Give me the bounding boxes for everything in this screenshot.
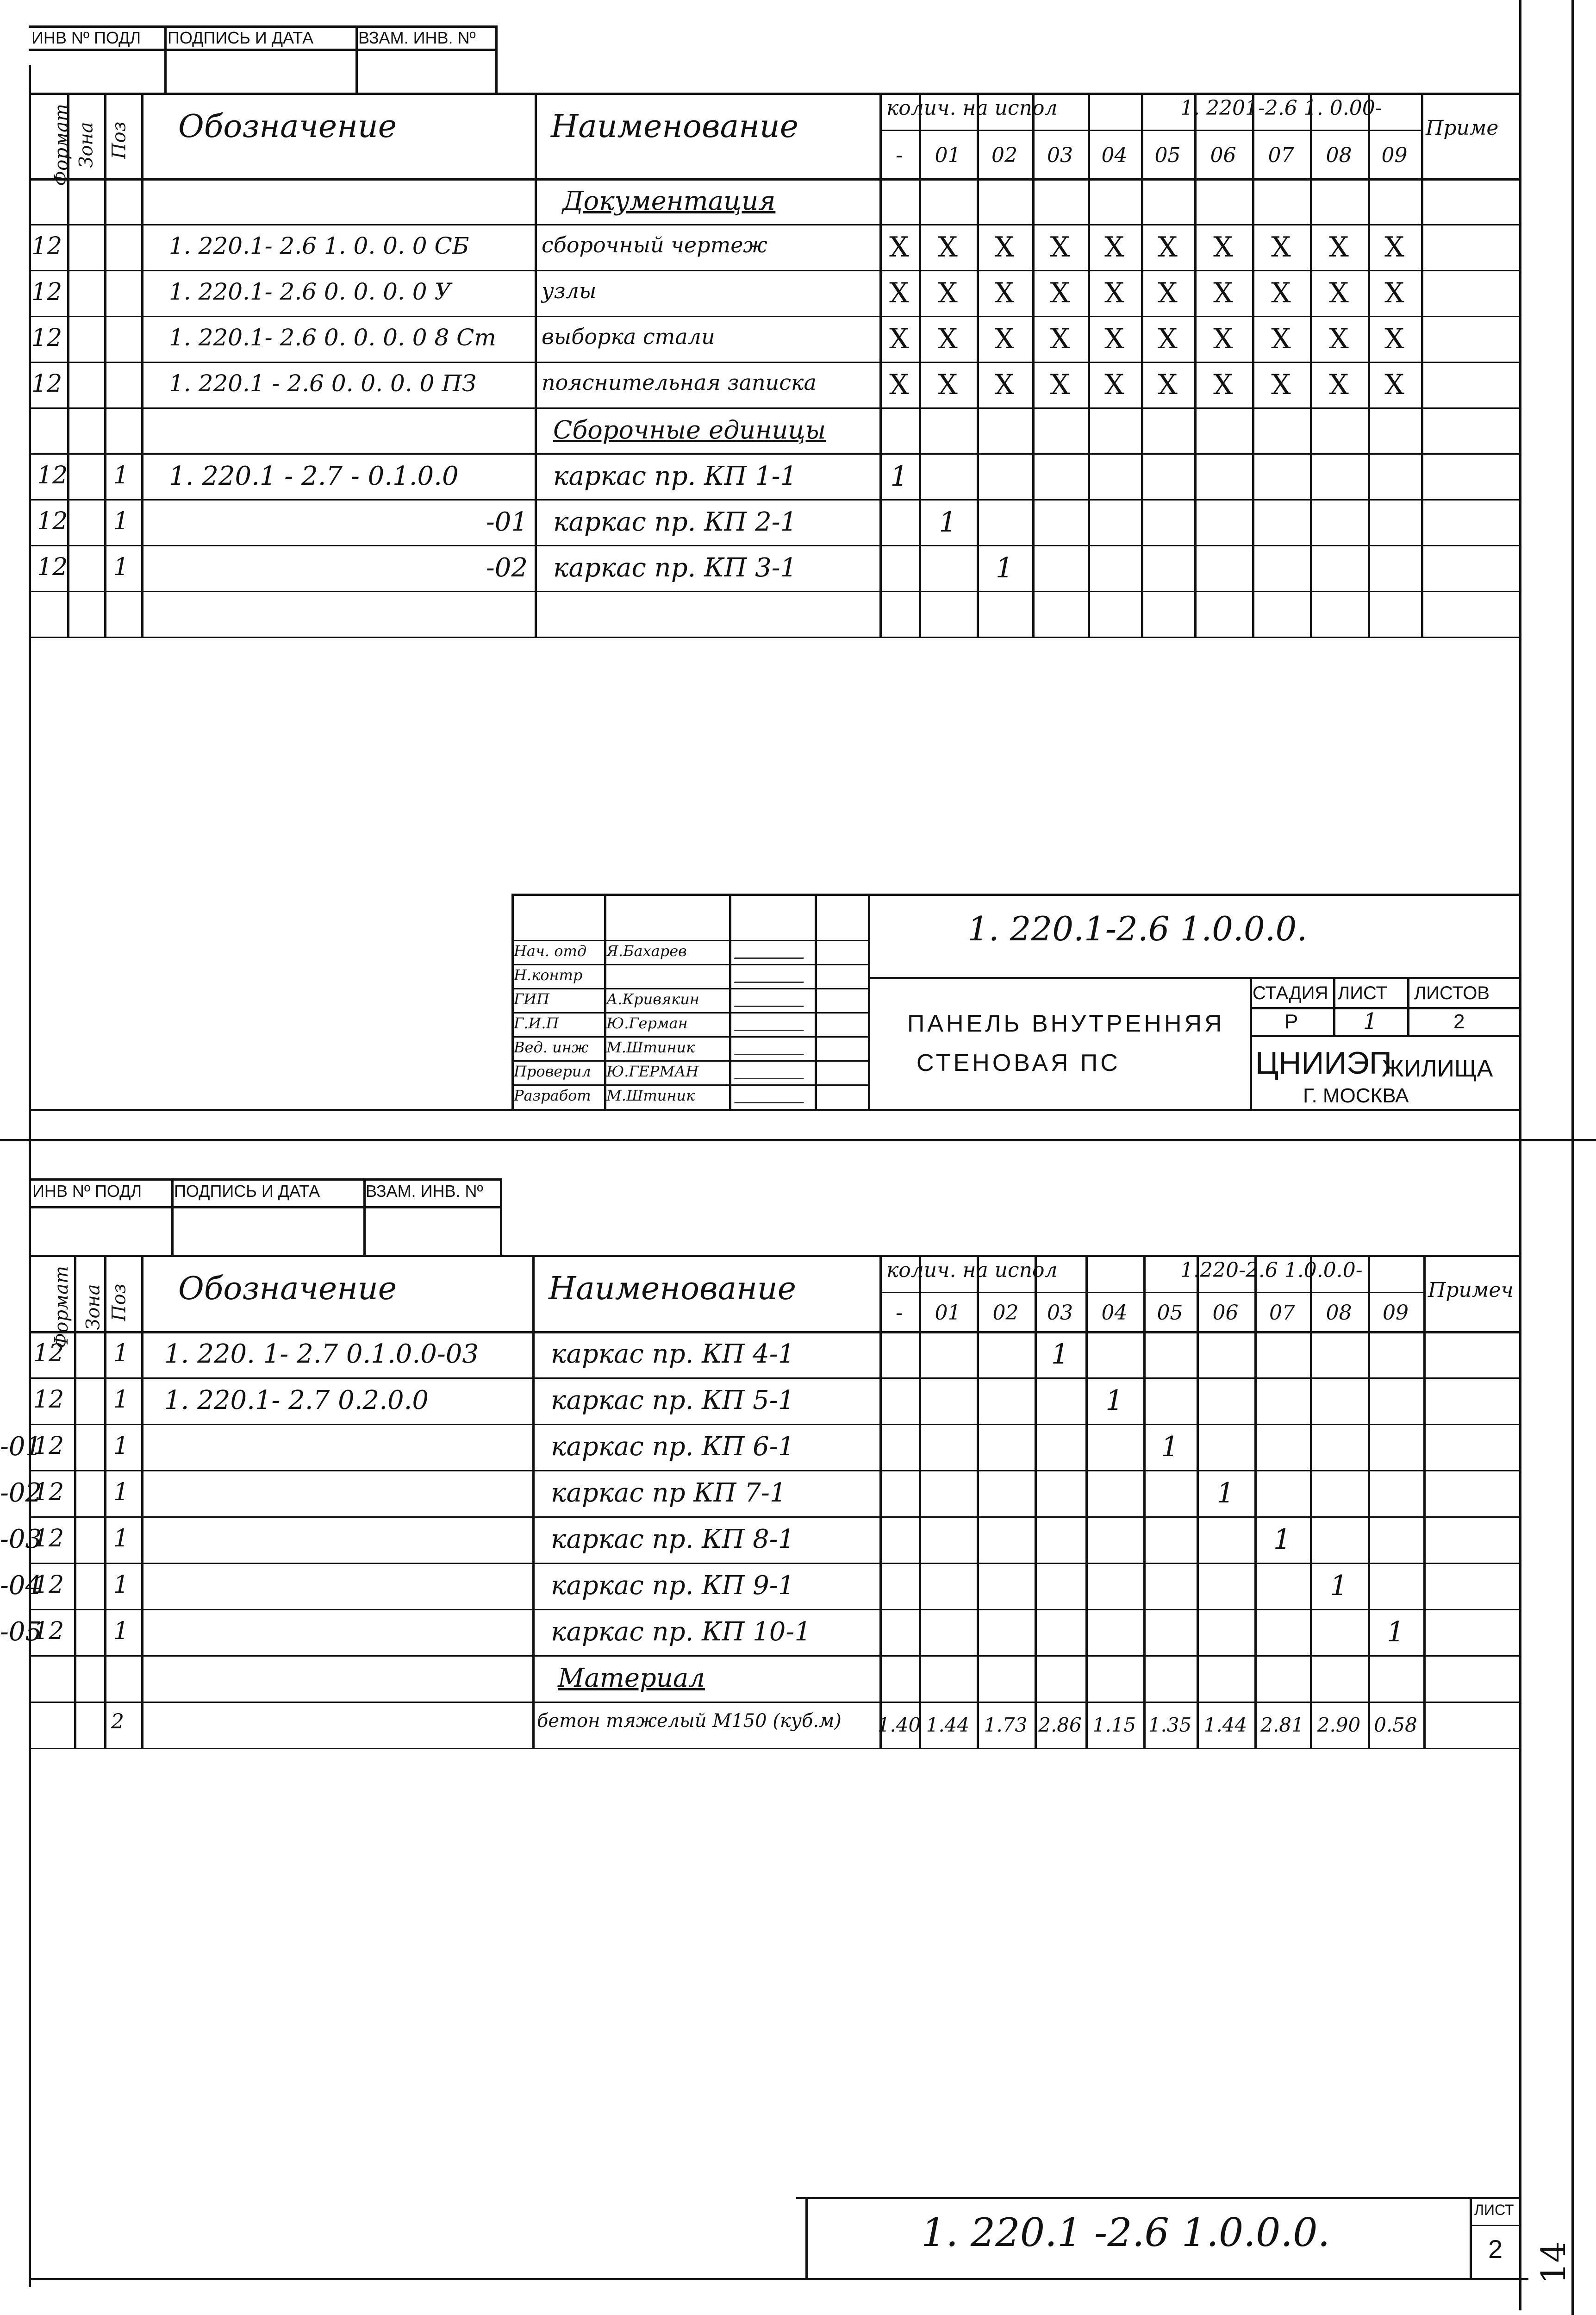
applicability-mark: X [994, 368, 1015, 401]
applicability-mark: X [1158, 368, 1178, 401]
applicability-mark: X [1050, 368, 1070, 401]
stamp-name: М.Штиник [606, 1039, 695, 1056]
row-line [29, 1563, 1521, 1564]
row-line [29, 1470, 1521, 1471]
header2-divider-1 [171, 1178, 174, 1255]
applicability-mark: X [1158, 322, 1178, 355]
stamp-bottom [29, 1109, 1521, 1111]
variant-label: 03 [1047, 143, 1073, 167]
column-format-label: Формат [50, 104, 72, 186]
vzam-label-2: ВЗАМ. ИНВ. Nº [366, 1182, 483, 1201]
applicability-mark: X [1104, 276, 1124, 309]
row-format: 12 [33, 1386, 64, 1414]
applicability-mark: X [1158, 231, 1178, 263]
sheet-value: 1 [1363, 1008, 1378, 1034]
row-pos: 1 [113, 1339, 129, 1367]
sign-date-label: ПОДПИСЬ И ДАТА [168, 28, 314, 47]
sign-date-label-2: ПОДПИСЬ И ДАТА [174, 1182, 320, 1201]
row-designation: -01 [486, 507, 528, 537]
vzam-label: ВЗАМ. ИНВ. Nº [358, 28, 476, 47]
stamp-role: Нач. отд [514, 942, 587, 960]
applicability-mark: X [1329, 276, 1349, 309]
material-value: 1.44 [926, 1713, 970, 1736]
variant-label: 02 [992, 1301, 1019, 1325]
stamp-name: А.Кривякин [606, 990, 699, 1008]
column-zone-label: Зона [82, 1284, 104, 1330]
applicability-mark: X [994, 231, 1015, 263]
row-pos: 1 [113, 553, 129, 581]
row-pos: 1 [113, 1478, 129, 1506]
applicability-mark: X [1050, 231, 1070, 263]
row-name: каркас пр. КП 2-1 [553, 507, 797, 537]
column-name-label: Наименование [549, 1270, 796, 1307]
row-format: 12 [37, 553, 68, 581]
applicability-mark: X [1050, 322, 1070, 355]
row-qty: 1 [890, 460, 908, 493]
row-qty: 1 [1330, 1570, 1348, 1602]
variant-label: 06 [1210, 143, 1236, 167]
column-note-label: Примеч [1428, 1278, 1514, 1302]
applicability-mark: X [1158, 276, 1178, 309]
stamp-signature [734, 948, 807, 959]
stamp-v-sign [729, 894, 731, 1111]
row-pos: 1 [113, 1432, 129, 1460]
row-format: 12 [31, 232, 62, 260]
applicability-mark: X [1271, 368, 1291, 401]
stamp-role: Г.И.П [514, 1014, 559, 1032]
row-designation: 1. 220.1- 2.7 0.2.0.0 [164, 1385, 429, 1415]
row-designation: -04 [0, 1570, 42, 1601]
variant-row-line [879, 1292, 1423, 1293]
row-designation: -02 [486, 553, 528, 583]
column-qty-code: 1.220-2.6 1.0.0.0- [1180, 1258, 1363, 1282]
applicability-mark: X [1384, 276, 1404, 309]
variant-label: 05 [1157, 1301, 1183, 1325]
row-name: каркас пр. КП 10-1 [551, 1617, 811, 1647]
row-pos: 1 [113, 462, 129, 489]
column-designation-label: Обозначение [178, 108, 397, 145]
applicability-mark: X [938, 276, 958, 309]
row-designation: 1. 220. 1- 2.7 0.1.0.0-03 [164, 1339, 479, 1369]
column-pos-label: Поз [108, 121, 130, 159]
row-name: каркас пр. КП 5-1 [551, 1385, 795, 1415]
row-qty: 1 [1105, 1384, 1123, 1417]
stamp-v-info [1250, 977, 1252, 1111]
applicability-mark: X [889, 276, 909, 309]
variant-label: 07 [1268, 143, 1294, 167]
applicability-mark: X [938, 231, 958, 263]
stamp-row-line [511, 964, 868, 965]
row-format: 12 [37, 462, 68, 489]
header-divider-3 [495, 25, 498, 93]
stamp-name: Ю.ГЕРМАН [606, 1063, 699, 1080]
material-value: 0.58 [1374, 1713, 1417, 1736]
applicability-mark: X [1384, 231, 1404, 263]
row-designation: 1. 220.1- 2.6 1. 0. 0. 0 СБ [169, 232, 469, 259]
table-top-line [29, 1255, 1521, 1257]
row-format: 12 [33, 1432, 64, 1460]
stamp-top [511, 894, 1521, 896]
footer-sheet-value: 2 [1488, 2234, 1503, 2264]
stamp-signature [734, 1093, 807, 1103]
stamp-signature [734, 972, 807, 983]
stamp-row-line [511, 1036, 868, 1038]
row-format: 12 [33, 1571, 64, 1599]
stamp-title-line1: ПАНЕЛЬ ВНУТРЕННЯЯ [907, 1010, 1225, 1037]
stamp-name: Я.Бахарев [606, 942, 687, 960]
row-format: 12 [33, 1617, 64, 1645]
row-pos: 1 [113, 1386, 129, 1414]
material-value: 1.15 [1092, 1713, 1136, 1736]
column-designation-label: Обозначение [178, 1270, 397, 1307]
column-zone-label: Зона [75, 122, 97, 168]
header-divider-2 [355, 25, 358, 93]
stamp-role: Разработ [514, 1087, 591, 1104]
applicability-mark: X [1050, 276, 1070, 309]
row-format: 12 [31, 278, 62, 306]
applicability-mark: X [889, 231, 909, 263]
sheet-label: ЛИСТ [1338, 983, 1387, 1003]
applicability-mark: X [1104, 322, 1124, 355]
row-designation: -02 [0, 1478, 42, 1508]
material-name: бетон тяжелый М150 (куб.м) [537, 1710, 842, 1732]
stamp-signature [734, 1069, 807, 1079]
material-value: 1.40 [877, 1713, 921, 1736]
applicability-mark: X [1213, 368, 1233, 401]
column-qty-label: колич. на испол [886, 96, 1058, 120]
variant-label: 02 [991, 143, 1017, 167]
row-name: каркас пр. КП 8-1 [551, 1524, 795, 1554]
row-format: 12 [33, 1478, 64, 1506]
stamp-code: 1. 220.1-2.6 1.0.0.0. [967, 909, 1308, 948]
variant-label: 08 [1326, 143, 1352, 167]
variant-label: 09 [1383, 1301, 1409, 1325]
row-name: каркас пр. КП 6-1 [551, 1432, 795, 1462]
stamp-info-v2 [1407, 977, 1409, 1035]
applicability-mark: X [1384, 368, 1404, 401]
stage-value: Р [1284, 1010, 1298, 1033]
row-name: каркас пр. КП 1-1 [553, 461, 797, 491]
row-line [29, 1655, 1521, 1657]
applicability-mark: X [938, 322, 958, 355]
sheets-label: ЛИСТОВ [1414, 983, 1490, 1003]
stamp-role: Проверил [514, 1063, 591, 1080]
applicability-mark: X [1213, 231, 1233, 263]
footer-sheet-label: ЛИСТ [1474, 2202, 1514, 2218]
variant-label: 06 [1212, 1301, 1239, 1325]
variant-label: - [896, 143, 903, 167]
row-name: пояснительная записка [542, 370, 817, 395]
applicability-mark: X [1271, 276, 1291, 309]
variant-label: - [896, 1301, 903, 1325]
row-format: 12 [33, 1339, 64, 1367]
column-line [1421, 93, 1423, 637]
stamp-signature [734, 1045, 807, 1055]
stamp-row-line [511, 1012, 868, 1014]
applicability-mark: X [1104, 231, 1124, 263]
row-name: узлы [542, 278, 597, 303]
sheet-divider [0, 1139, 1596, 1141]
header-mid-line [29, 49, 496, 51]
footer-code: 1. 220.1 -2.6 1.0.0.0. [921, 2210, 1330, 2255]
stamp-row-line [511, 940, 868, 941]
stamp-v-main [868, 894, 870, 1111]
material-value: 2.86 [1038, 1713, 1082, 1736]
header2-top-line [29, 1178, 501, 1181]
column-line [532, 1255, 535, 1748]
row-designation: 1. 220.1 - 2.7 - 0.1.0.0 [169, 461, 459, 491]
stamp-row-line [511, 1060, 868, 1062]
footer-sheet-divider [1470, 2225, 1521, 2226]
row-designation: -03 [0, 1524, 42, 1554]
applicability-mark: X [1329, 368, 1349, 401]
material-value: 1.73 [984, 1713, 1028, 1736]
row-format: 12 [31, 324, 62, 352]
header-bottom-line [29, 178, 1521, 181]
header2-divider-3 [500, 1178, 502, 1255]
variant-label: 07 [1269, 1301, 1295, 1325]
applicability-mark: X [1384, 322, 1404, 355]
org-sub: ЖИЛИЩА [1382, 1055, 1493, 1082]
stamp-signature [734, 1020, 807, 1031]
row-line [29, 637, 1521, 638]
applicability-mark: X [1213, 322, 1233, 355]
row-designation: -01 [0, 1432, 42, 1462]
variant-row-line [879, 130, 1421, 131]
row-name: каркас пр КП 7-1 [551, 1478, 786, 1508]
row-line [29, 499, 1521, 501]
column-name-label: Наименование [551, 108, 798, 145]
row-pos: 1 [113, 507, 129, 535]
variant-label: 04 [1101, 143, 1128, 167]
material-value: 2.90 [1317, 1713, 1361, 1736]
frame-right-edge [1571, 0, 1574, 2315]
column-pos-label: Поз [108, 1283, 130, 1321]
applicability-mark: X [889, 322, 909, 355]
row-name: каркас пр. КП 9-1 [551, 1570, 795, 1601]
row-line [29, 1424, 1521, 1425]
variant-label: 04 [1101, 1301, 1128, 1325]
row-name: сборочный чертеж [542, 232, 767, 257]
stamp-row-line [511, 988, 868, 989]
sheet-bottom-line [29, 2278, 1528, 2280]
sheets-value: 2 [1453, 1010, 1465, 1033]
column-line [104, 93, 106, 637]
applicability-mark: X [1213, 276, 1233, 309]
stamp-title-line2: СТЕНОВАЯ ПС [916, 1050, 1121, 1076]
applicability-mark: X [1271, 231, 1291, 263]
footer-sheet-line [1470, 2197, 1472, 2280]
stamp-role: Н.контр [514, 966, 583, 984]
row-designation: 1. 220.1 - 2.6 0. 0. 0. 0 ПЗ [169, 370, 477, 397]
applicability-mark: X [1104, 368, 1124, 401]
row-format: 12 [37, 507, 68, 535]
section-material-heading: Материал [558, 1663, 705, 1693]
stamp-v-date [815, 894, 817, 1111]
stamp-role: ГИП [514, 990, 549, 1008]
column-line [535, 93, 537, 637]
header-bottom-line [29, 1331, 1521, 1333]
row-name: каркас пр. КП 4-1 [551, 1339, 795, 1369]
row-qty: 1 [1273, 1523, 1291, 1556]
material-pos: 2 [111, 1710, 124, 1733]
row-line [29, 1377, 1521, 1379]
row-line [29, 591, 1521, 592]
variant-label: 08 [1326, 1301, 1352, 1325]
row-pos: 1 [113, 1617, 129, 1645]
material-value: 1.44 [1203, 1713, 1247, 1736]
column-note-label: Приме [1426, 116, 1499, 140]
stamp-name: М.Штиник [606, 1087, 695, 1104]
org-city: Г. МОСКВА [1303, 1084, 1409, 1107]
row-format: 12 [31, 370, 62, 398]
row-designation: 1. 220.1- 2.6 0. 0. 0. 0 У [169, 278, 451, 305]
row-qty: 1 [1216, 1477, 1234, 1509]
variant-label: 09 [1381, 143, 1408, 167]
material-value: 2.81 [1260, 1713, 1304, 1736]
applicability-mark: X [1329, 322, 1349, 355]
applicability-mark: X [938, 368, 958, 401]
section-docs-heading: Документация [562, 186, 776, 216]
row-line [29, 1748, 1521, 1749]
table-top-line [29, 93, 1521, 95]
header2-mid-line [29, 1206, 501, 1208]
stamp-info-row2 [1250, 1035, 1521, 1037]
row-line [29, 407, 1521, 409]
header-top-line [29, 25, 496, 28]
frame-left-line [29, 65, 31, 1259]
row-line [29, 1609, 1521, 1610]
variant-label: 01 [935, 143, 961, 167]
column-qty-label: колич. на испол [886, 1258, 1058, 1282]
column-line [1423, 1255, 1426, 1748]
variant-label: 01 [935, 1301, 961, 1325]
row-pos: 1 [113, 1525, 129, 1552]
stamp-name: Ю.Герман [606, 1014, 688, 1032]
stamp-row-line [511, 1084, 868, 1086]
variant-label: 05 [1154, 143, 1181, 167]
row-name: каркас пр. КП 3-1 [553, 553, 797, 583]
page-number: 14 [1534, 2241, 1573, 2284]
column-qty-code: 1. 2201-2.6 1. 0.00- [1180, 96, 1382, 120]
applicability-mark: X [994, 322, 1015, 355]
row-designation: 1. 220.1- 2.6 0. 0. 0. 0 8 Ст [169, 324, 496, 351]
column-format-label: Формат [50, 1266, 72, 1348]
frame-left-line-lower [29, 1148, 31, 2287]
row-qty: 1 [1386, 1616, 1405, 1648]
stamp-signature [734, 996, 807, 1007]
frame-right-line [1519, 0, 1521, 2310]
inv-podl-label-2: ИНВ Nº ПОДЛ [32, 1182, 142, 1201]
stamp-role: Вед. инж [514, 1039, 589, 1056]
row-format: 12 [33, 1525, 64, 1552]
footer-top-line [796, 2197, 1521, 2199]
applicability-mark: X [994, 276, 1015, 309]
header-divider-1 [164, 25, 167, 93]
applicability-mark: X [1329, 231, 1349, 263]
applicability-mark: X [1271, 322, 1291, 355]
stamp-info-row1 [1250, 1007, 1521, 1009]
stamp-mid [868, 977, 1521, 979]
stamp-info-v1 [1333, 977, 1335, 1035]
variant-label: 03 [1047, 1301, 1073, 1325]
row-name: выборка стали [542, 324, 715, 349]
row-line [29, 453, 1521, 455]
section-units-heading: Сборочные единицы [553, 415, 826, 444]
row-pos: 1 [113, 1571, 129, 1599]
column-line [141, 93, 143, 637]
footer-left-line [805, 2197, 808, 2280]
row-qty: 1 [1051, 1338, 1069, 1370]
row-designation: -05 [0, 1617, 42, 1647]
applicability-mark: X [889, 368, 909, 401]
row-qty: 1 [939, 506, 957, 538]
stage-label: СТАДИЯ [1253, 983, 1328, 1003]
org-main: ЦНИИЭП [1255, 1045, 1392, 1081]
material-value: 1.35 [1148, 1713, 1192, 1736]
row-qty: 1 [1161, 1431, 1179, 1463]
inv-podl-label: ИНВ Nº ПОДЛ [31, 28, 141, 47]
row-qty: 1 [995, 551, 1014, 584]
row-line [29, 545, 1521, 546]
